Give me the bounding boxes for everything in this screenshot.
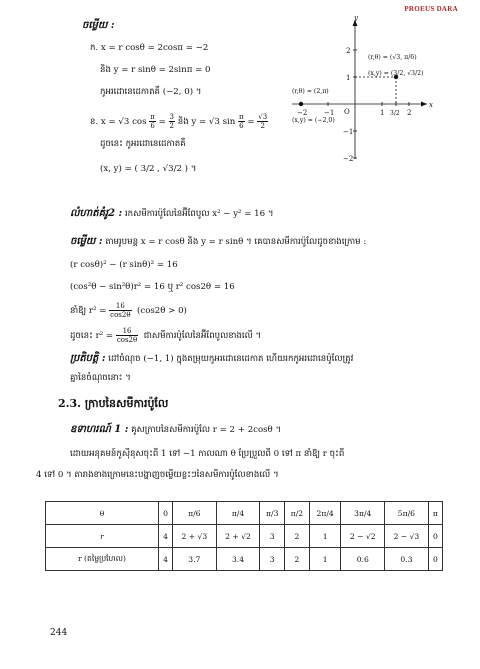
answer2-line5-post: ជាសមីការប៉ូលែនៃអ៊ីពែបូលខាងលើ ។ bbox=[143, 331, 262, 341]
answer1-a-line2: និង y = r sinθ = 2sinπ = 0 bbox=[100, 65, 211, 75]
table-cell: 2 + √3 bbox=[173, 525, 217, 548]
frac-den: cos2θ bbox=[110, 311, 131, 319]
example1-title: ឧទាហរណ៍ 1 : bbox=[70, 424, 129, 435]
answer1-b-frac4 bbox=[257, 113, 268, 130]
x-tick-1: 1 bbox=[380, 109, 385, 117]
table-cell: 3 bbox=[260, 548, 285, 571]
example1-text: គូសក្រាបនៃសមីការប៉ូលែ r = 2 + 2cosθ ។ bbox=[131, 425, 282, 435]
answer1-b-text2: និង y = √3 sin bbox=[177, 117, 236, 127]
frac-num: √3 bbox=[258, 113, 268, 121]
row-header-theta: θ bbox=[46, 502, 159, 525]
page-number: 244 bbox=[50, 628, 68, 638]
table-row bbox=[46, 502, 443, 525]
table-cell: 2 + √2 bbox=[216, 525, 260, 548]
frac-num: 16 bbox=[109, 302, 131, 311]
answer1-title: ចម្លើយ : bbox=[82, 20, 115, 31]
frac-den: 2 bbox=[260, 122, 265, 130]
label-polar-left: (r,θ) = (2,π) bbox=[292, 88, 329, 95]
answer2-line1 bbox=[70, 236, 366, 248]
section-number: 2.3. bbox=[58, 397, 81, 410]
table-cell: 2 − √3 bbox=[385, 525, 429, 548]
table-cell: 4 bbox=[159, 548, 173, 571]
section-heading bbox=[58, 398, 168, 410]
table-cell: π/6 bbox=[173, 502, 217, 525]
frac-den: 6 bbox=[239, 122, 244, 130]
table-cell: 1 bbox=[309, 548, 341, 571]
table-cell: 3π/4 bbox=[341, 502, 385, 525]
row-header-r-approx: r (តម្លៃប្រហែល) bbox=[46, 548, 159, 571]
table-cell: π/2 bbox=[285, 502, 310, 525]
coordinate-graph bbox=[282, 14, 438, 164]
frac-num: 16 bbox=[116, 327, 138, 336]
table-cell: 0 bbox=[428, 525, 442, 548]
answer1-b-frac2 bbox=[169, 113, 175, 130]
note-title: ប្រតិបត្ដិ : bbox=[70, 353, 106, 364]
x-tick-2: 2 bbox=[407, 109, 412, 117]
table-row bbox=[46, 525, 443, 548]
answer1-b-frac3 bbox=[238, 113, 245, 130]
answer2-line5 bbox=[70, 327, 261, 344]
answer2-title: ចម្លើយ : bbox=[70, 236, 103, 247]
table-cell: 2 − √2 bbox=[341, 525, 385, 548]
answer2-line2: (r cosθ)² − (r sinθ)² = 16 bbox=[70, 260, 178, 270]
example1-line bbox=[70, 424, 281, 436]
note-line1 bbox=[70, 353, 353, 365]
answer2-line4-frac bbox=[109, 302, 131, 319]
x-label: x bbox=[429, 101, 433, 109]
answer1-b-eq2: = bbox=[247, 117, 255, 127]
table-cell: 5π/6 bbox=[385, 502, 429, 525]
answer2-line4-post: (cos2θ > 0) bbox=[137, 306, 187, 316]
x-arrow-icon bbox=[421, 102, 427, 107]
answer2-line4-pre: នាំឱ្យ r² = bbox=[70, 306, 107, 316]
point-left bbox=[299, 102, 303, 106]
note-line1-text: ដៅចំណុច (−1, 1) ក្នុងតម្រុយកូអរដោនេដេកាត ហើយរកកូអរដោនេប៉ូលែត្រូវ bbox=[108, 354, 354, 364]
table-cell: π/3 bbox=[260, 502, 285, 525]
exercise2-title: លំហាត់គំរូ2 : bbox=[70, 208, 123, 219]
y-tick-2: 2 bbox=[346, 47, 351, 55]
answer1-a-line3: កូអរដោនេដេកាតគឺ (−2, 0) ។ bbox=[100, 87, 202, 97]
answer2-line5-frac bbox=[116, 327, 138, 344]
table-cell: 2 bbox=[285, 525, 310, 548]
example1-para1: ដោយអនុគមន៍កូស៊ីនុសចុះពី 1 ទៅ −1 កាលណា θ ប្រែប្រួលពី 0 ទៅ π នាំឱ្យ r ចុះពី bbox=[70, 449, 345, 459]
note-line2: គ្នានៃចំណុចនោះ ។ bbox=[70, 373, 131, 383]
answer2-line3: (cos²θ − sin²θ)r² = 16 ឬ r² cos2θ = 16 bbox=[70, 282, 235, 292]
table-row bbox=[46, 548, 443, 571]
exercise2-text: រកសមីការប៉ូលែនៃអ៊ីពែបូល x² − y² = 16 ។ bbox=[124, 209, 274, 219]
frac-num: π bbox=[239, 113, 244, 121]
label-polar-right: (r,θ) = (√3, π/6) bbox=[368, 54, 417, 61]
answer1-b-line3: (x, y) = ( 3/2 , √3/2 ) ។ bbox=[100, 164, 197, 174]
row-header-r: r bbox=[46, 525, 159, 548]
table-cell: 3.7 bbox=[173, 548, 217, 571]
section-title: ក្រាបនៃសមីការប៉ូលែ bbox=[84, 397, 169, 410]
frac-num: π bbox=[150, 113, 155, 121]
x-tick-3-2: 3/2 bbox=[390, 110, 400, 117]
answer1-b-line1 bbox=[90, 113, 268, 130]
answer1-a-line1: ក. x = r cosθ = 2cosπ = −2 bbox=[90, 43, 209, 53]
table-cell: 0 bbox=[428, 548, 442, 571]
frac-num: 3 bbox=[169, 113, 174, 121]
frac-den: cos2θ bbox=[116, 336, 138, 344]
example1-para2: 4 ទៅ 0 ។ តារាងខាងក្រោមនេះបង្ហាញចម្លើយខ្លះៗនៃសមីការប៉ូលែខាងលើ ។ bbox=[36, 470, 279, 480]
table-cell: 2 bbox=[285, 548, 310, 571]
exercise2 bbox=[70, 208, 274, 220]
y-tick-m1: −1 bbox=[343, 128, 354, 136]
table-cell: 3.4 bbox=[216, 548, 260, 571]
table-cell: 0.3 bbox=[385, 548, 429, 571]
answer1-b-frac1 bbox=[149, 113, 156, 130]
answer1-b-line2: ដូចនេះ កូអរដោនេដេកាតគឺ bbox=[100, 139, 186, 149]
values-table bbox=[45, 501, 443, 571]
table-cell: 4 bbox=[159, 525, 173, 548]
answer2-line4 bbox=[70, 302, 187, 319]
frac-den: 6 bbox=[150, 122, 155, 130]
table-cell: 0.6 bbox=[341, 548, 385, 571]
header-brand: PROEUS DARA bbox=[404, 5, 458, 13]
table-cell: 0 bbox=[159, 502, 173, 525]
answer2-line1-text: តាមរូបមន្ដ x = r cosθ និង y = r sinθ ។ គេបានសមីការប៉ូលែដូចខាងក្រោម : bbox=[105, 237, 367, 247]
origin-label: O bbox=[344, 108, 350, 116]
y-tick-1: 1 bbox=[346, 74, 351, 82]
x-tick-m1: −1 bbox=[324, 109, 335, 117]
table-cell: 3 bbox=[260, 525, 285, 548]
answer2-line5-pre: ដូចនេះ r² = bbox=[70, 331, 114, 341]
x-tick-m2: −2 bbox=[297, 109, 308, 117]
table-cell: π bbox=[428, 502, 442, 525]
answer1-b-text1: ខ. x = √3 cos bbox=[90, 117, 147, 127]
label-cart-right: (x,y) = (3/2, √3/2) bbox=[368, 70, 424, 77]
y-tick-m2: −2 bbox=[343, 155, 354, 163]
table-cell: π/4 bbox=[216, 502, 260, 525]
frac-den: 2 bbox=[169, 122, 174, 130]
label-cart-left: (x,y) = (−2,0) bbox=[292, 117, 335, 124]
answer1-b-eq1: = bbox=[158, 117, 166, 127]
y-label: y bbox=[354, 14, 358, 22]
table-cell: 2π/4 bbox=[309, 502, 341, 525]
table-cell: 1 bbox=[309, 525, 341, 548]
